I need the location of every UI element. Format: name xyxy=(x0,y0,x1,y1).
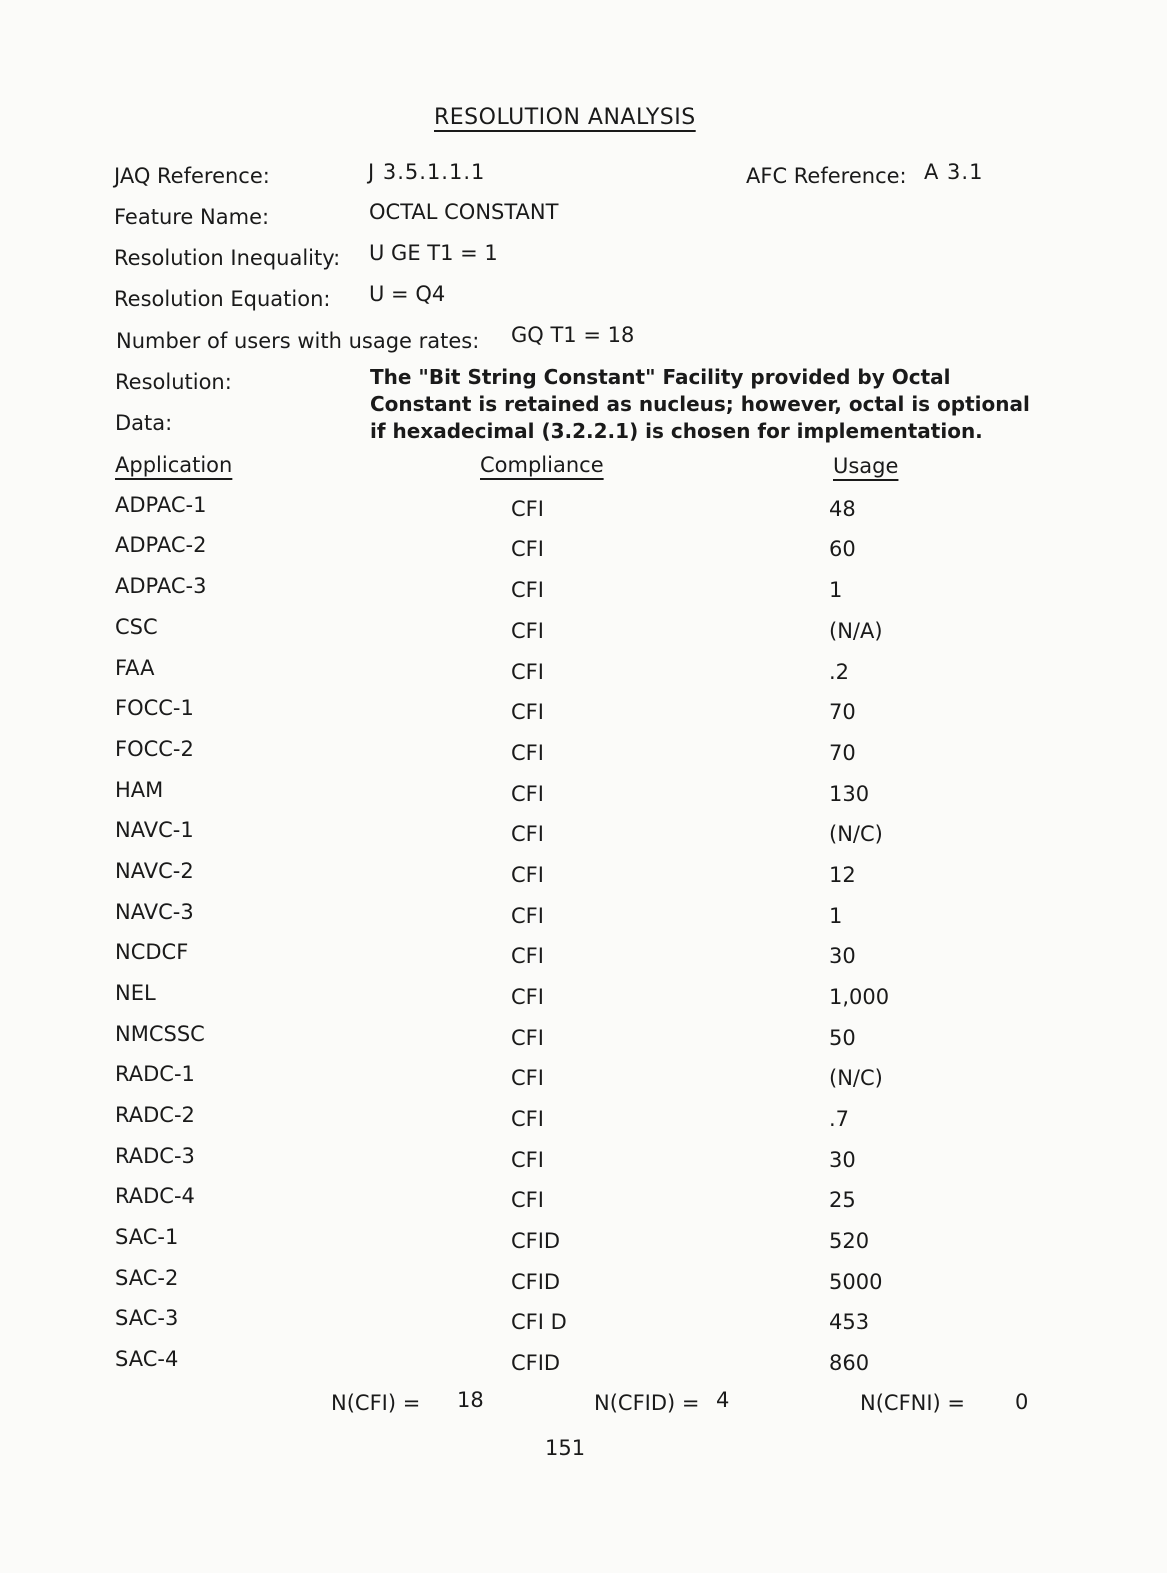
feature-name-label: Feature Name: xyxy=(114,205,270,229)
application-cell: HAM xyxy=(115,778,164,802)
application-cell: SAC-2 xyxy=(115,1266,179,1290)
resolution-inequality-value: U GE T1 = 1 xyxy=(369,241,498,265)
usage-cell: 70 xyxy=(829,700,856,724)
table-row xyxy=(0,1103,1167,1143)
total-cfni-value: 0 xyxy=(1015,1390,1029,1414)
jaq-reference-label: JAQ Reference: xyxy=(114,164,270,188)
compliance-cell: CFI xyxy=(511,619,544,643)
usage-cell: 5000 xyxy=(829,1270,883,1294)
table-row xyxy=(0,1225,1167,1265)
usage-cell: 30 xyxy=(829,1148,856,1172)
compliance-cell: CFID xyxy=(511,1270,561,1294)
usage-cell: 130 xyxy=(829,782,870,806)
compliance-cell: CFI xyxy=(511,944,544,968)
application-cell: FOCC-1 xyxy=(115,696,194,720)
jaq-reference-value: J 3.5.1.1.1 xyxy=(368,160,486,184)
usage-cell: .2 xyxy=(829,660,850,684)
usage-cell: 50 xyxy=(829,1026,856,1050)
compliance-cell: CFI xyxy=(511,1026,544,1050)
table-row xyxy=(0,1347,1167,1387)
resolution-label: Resolution: xyxy=(115,370,232,394)
data-label: Data: xyxy=(115,411,173,435)
total-cfni-label: N(CFNI) = xyxy=(860,1391,966,1415)
compliance-cell: CFI D xyxy=(511,1310,567,1334)
application-cell: ADPAC-3 xyxy=(115,574,207,598)
table-row xyxy=(0,981,1167,1021)
compliance-cell: CFI xyxy=(511,822,544,846)
column-header-compliance: Compliance xyxy=(480,453,604,477)
total-cfid-value: 4 xyxy=(716,1388,730,1412)
users-usage-value: GQ T1 = 18 xyxy=(511,323,635,347)
table-row xyxy=(0,533,1167,573)
table-row xyxy=(0,574,1167,614)
table-row xyxy=(0,656,1167,696)
afc-reference-value: A 3.1 xyxy=(924,160,984,184)
usage-cell: (N/A) xyxy=(829,619,883,643)
table-row xyxy=(0,1266,1167,1306)
application-cell: RADC-2 xyxy=(115,1103,195,1127)
compliance-cell: CFI xyxy=(511,497,544,521)
application-cell: SAC-4 xyxy=(115,1347,179,1371)
column-header-application: Application xyxy=(115,453,233,477)
table-row xyxy=(0,493,1167,533)
users-usage-label: Number of users with usage rates: xyxy=(116,329,480,353)
application-cell: NCDCF xyxy=(115,940,189,964)
application-cell: NEL xyxy=(115,981,156,1005)
compliance-cell: CFI xyxy=(511,1188,544,1212)
resolution-equation-value: U = Q4 xyxy=(369,282,446,306)
compliance-cell: CFI xyxy=(511,741,544,765)
compliance-cell: CFI xyxy=(511,1148,544,1172)
usage-cell: 60 xyxy=(829,537,856,561)
compliance-cell: CFI xyxy=(511,904,544,928)
usage-cell: 1 xyxy=(829,904,843,928)
total-cfid-label: N(CFID) = xyxy=(594,1391,700,1415)
table-row xyxy=(0,778,1167,818)
usage-cell: (N/C) xyxy=(829,822,883,846)
column-header-usage: Usage xyxy=(833,454,899,478)
compliance-cell: CFI xyxy=(511,1066,544,1090)
table-row xyxy=(0,940,1167,980)
usage-cell: 30 xyxy=(829,944,856,968)
compliance-cell: CFI xyxy=(511,537,544,561)
usage-cell: 860 xyxy=(829,1351,870,1375)
table-row xyxy=(0,859,1167,899)
application-cell: NAVC-2 xyxy=(115,859,194,883)
afc-reference-label: AFC Reference: xyxy=(746,164,907,188)
compliance-cell: CFI xyxy=(511,863,544,887)
compliance-cell: CFID xyxy=(511,1351,561,1375)
compliance-cell: CFI xyxy=(511,985,544,1009)
application-cell: SAC-1 xyxy=(115,1225,179,1249)
application-cell: ADPAC-2 xyxy=(115,533,207,557)
application-cell: RADC-3 xyxy=(115,1144,195,1168)
compliance-cell: CFI xyxy=(511,700,544,724)
usage-cell: 70 xyxy=(829,741,856,765)
usage-cell: .7 xyxy=(829,1107,850,1131)
application-cell: FOCC-2 xyxy=(115,737,194,761)
table-row xyxy=(0,1022,1167,1062)
table-row xyxy=(0,615,1167,655)
table-row xyxy=(0,696,1167,736)
compliance-cell: CFI xyxy=(511,782,544,806)
resolution-equation-label: Resolution Equation: xyxy=(114,287,331,311)
usage-cell: 520 xyxy=(829,1229,870,1253)
application-cell: ADPAC-1 xyxy=(115,493,207,517)
usage-cell: 12 xyxy=(829,863,856,887)
page-number: 151 xyxy=(545,1436,586,1460)
total-cfi-label: N(CFI) = xyxy=(331,1391,421,1415)
table-row xyxy=(0,818,1167,858)
application-cell: NMCSSC xyxy=(115,1022,205,1046)
application-cell: NAVC-1 xyxy=(115,818,194,842)
application-cell: FAA xyxy=(115,656,155,680)
usage-cell: (N/C) xyxy=(829,1066,883,1090)
compliance-cell: CFI xyxy=(511,1107,544,1131)
compliance-cell: CFID xyxy=(511,1229,561,1253)
table-row xyxy=(0,737,1167,777)
usage-cell: 1,000 xyxy=(829,985,890,1009)
compliance-cell: CFI xyxy=(511,578,544,602)
resolution-inequality-label: Resolution Inequality: xyxy=(114,246,341,270)
application-cell: CSC xyxy=(115,615,158,639)
table-row xyxy=(0,1062,1167,1102)
application-cell: NAVC-3 xyxy=(115,900,194,924)
page-title: RESOLUTION ANALYSIS xyxy=(434,105,696,130)
application-cell: RADC-1 xyxy=(115,1062,195,1086)
table-row xyxy=(0,900,1167,940)
table-row xyxy=(0,1306,1167,1346)
application-cell: SAC-3 xyxy=(115,1306,179,1330)
resolution-text: The "Bit String Constant" Facility provided by Octal Constant is retained as nucleus; however, octal is optional if hexadecimal (3.2.2.1) is chosen for implementation. xyxy=(370,365,1030,443)
usage-cell: 48 xyxy=(829,497,856,521)
table-row xyxy=(0,1144,1167,1184)
application-cell: RADC-4 xyxy=(115,1184,195,1208)
feature-name-value: OCTAL CONSTANT xyxy=(369,200,559,224)
usage-cell: 453 xyxy=(829,1310,870,1334)
compliance-cell: CFI xyxy=(511,660,544,684)
usage-cell: 25 xyxy=(829,1188,856,1212)
total-cfi-value: 18 xyxy=(457,1388,484,1412)
usage-cell: 1 xyxy=(829,578,843,602)
table-row xyxy=(0,1184,1167,1224)
